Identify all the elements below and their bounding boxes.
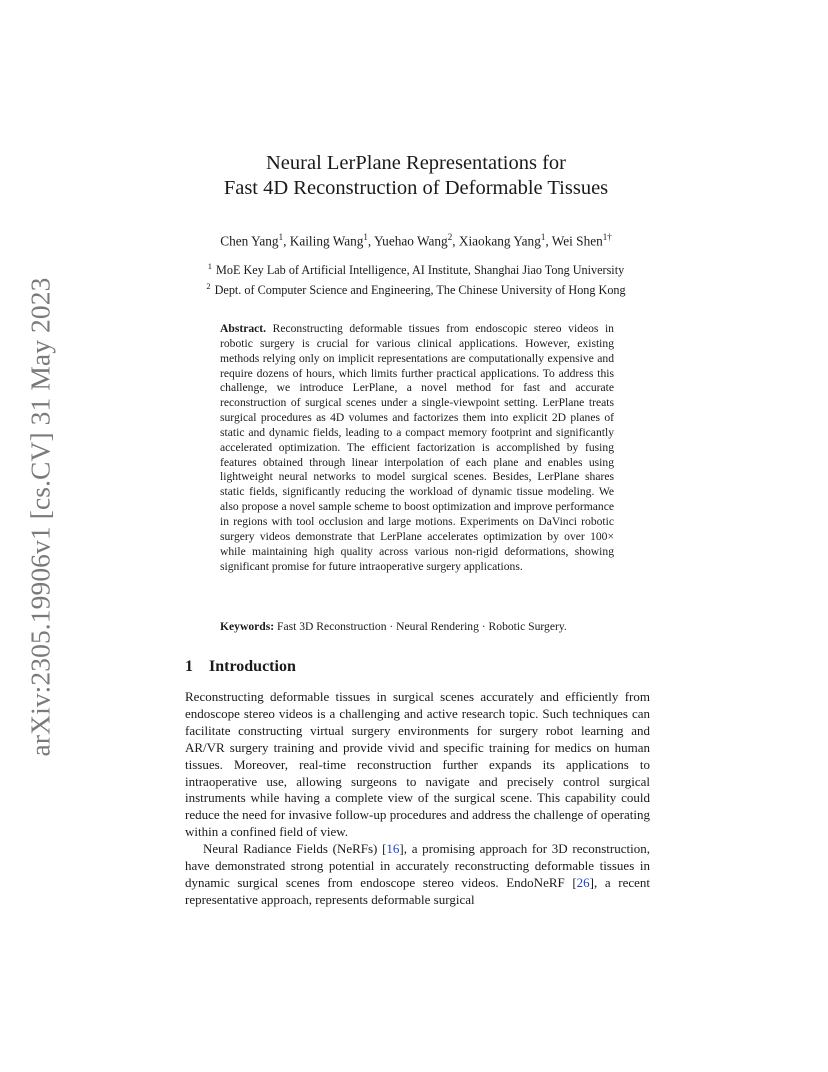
author: Chen Yang bbox=[220, 233, 279, 249]
author-mark: 1† bbox=[602, 232, 612, 242]
affiliations bbox=[150, 258, 682, 298]
citation-link-26[interactable]: 26 bbox=[576, 874, 590, 890]
section-title: Introduction bbox=[209, 658, 296, 675]
introduction-body bbox=[185, 689, 650, 909]
paragraph-2-part-c: ], a recent representative approach, represents deformable surgical bbox=[185, 874, 650, 907]
arxiv-stamp-text: arXiv:2305.19906v1 [cs.CV] 31 May 2023 bbox=[24, 277, 56, 757]
abstract-label: Abstract. bbox=[220, 322, 267, 335]
author-mark: 1 bbox=[363, 232, 368, 242]
section-number: 1 bbox=[185, 658, 193, 675]
paragraph-2-part-b: ], a promising approach for 3D reconstruction, have demonstrated strong potential in accurately reconstructing deformable tissues in dynamic surgical scenes from endoscope stereo videos. EndoNeRF [ bbox=[185, 841, 650, 890]
affiliation-1 bbox=[150, 258, 682, 278]
title-line-2: Fast 4D Reconstruction of Deformable Tissues bbox=[223, 177, 609, 199]
paragraph-2 bbox=[185, 841, 650, 909]
author-mark: 2 bbox=[447, 232, 453, 242]
affiliation-2 bbox=[150, 278, 682, 298]
abstract bbox=[220, 322, 614, 574]
author: Wei Shen bbox=[551, 233, 603, 249]
author: Yuehao Wang bbox=[374, 233, 448, 249]
affiliation-mark: 2 bbox=[206, 281, 211, 292]
abstract-text: Reconstructing deformable tissues from endoscopic stereo videos in robotic surgery is crucial for various clinical applications. However, existing methods relying only on implicit representations are computationally expensive and require dozens of hours, which limits further practical applications. To address this challenge, we introduce LerPlane, a novel method for fast and accurate reconstruction of surgical scenes under a single-viewpoint setting. LerPlane treats surgical procedures as 4D volumes and factorizes them into explicit 2D planes of static and dynamic fields, leading to a compact memory footprint and significantly accelerated optimization. The efficient factorization is accomplished by fusing features obtained through linear interpolation of each plane and enables using lightweight neural networks to model surgical scenes. Besides, LerPlane shares static fields, significantly reducing the workload of dynamic tissue modeling. We also propose a novel sample scheme to boost optimization and improve performance in regions with tool occlusion and large motions. Experiments on DaVinci robotic surgery videos demonstrate that LerPlane accelerates optimization by over 100× while maintaining high quality across various non-rigid deformations, showing significant promise for future intraoperative surgery applications. bbox=[220, 322, 614, 573]
author: Xiaokang Yang bbox=[458, 233, 541, 249]
author-mark: 1 bbox=[540, 232, 546, 242]
title-line-1: Neural LerPlane Representations for bbox=[266, 152, 566, 174]
affiliation-text: MoE Key Lab of Artificial Intelligence, AI Institute, Shanghai Jiao Tong University bbox=[216, 263, 625, 278]
citation-link-16[interactable]: 16 bbox=[386, 841, 400, 857]
keywords bbox=[220, 619, 640, 634]
keywords-text: Fast 3D Reconstruction · Neural Rendering · Robotic Surgery. bbox=[277, 620, 567, 633]
affiliation-mark: 1 bbox=[207, 261, 213, 271]
author-mark: 1 bbox=[278, 232, 284, 242]
author: Kailing Wang bbox=[289, 233, 364, 249]
paper-title bbox=[150, 151, 682, 201]
paragraph-1: Reconstructing deformable tissues in surgical scenes accurately and efficiently from endoscope stereo videos is a challenging and active research topic. Such techniques can facilitate constructing virtual surgery environments for surgery robot learning and AR/VR surgery training and provide vivid and specific training for medics on human tissues. Moreover, real-time reconstruction further expands its applications to intraoperative use, allowing surgeons to navigate and precisely control surgical instruments while having a complete view of the surgical scene. This capability could reduce the need for invasive follow-up procedures and address the challenge of operating within a confined field of view. bbox=[185, 689, 650, 840]
paragraph-2-part-a: Neural Radiance Fields (NeRFs) [ bbox=[203, 841, 387, 857]
author-list: Chen Yang$^1$, Kailing Wang$^1$, Yuehao Wang$^2$, Xiaokang Yang$^1$, Wei Shen$^{1\dagger}$ bbox=[220, 232, 612, 249]
keywords-label: Keywords: bbox=[220, 620, 275, 633]
arxiv-stamp bbox=[18, 276, 62, 758]
affiliation-text: Dept. of Computer Science and Engineering, The Chinese University of Hong Kong bbox=[214, 283, 626, 298]
section-heading-introduction bbox=[185, 658, 485, 676]
